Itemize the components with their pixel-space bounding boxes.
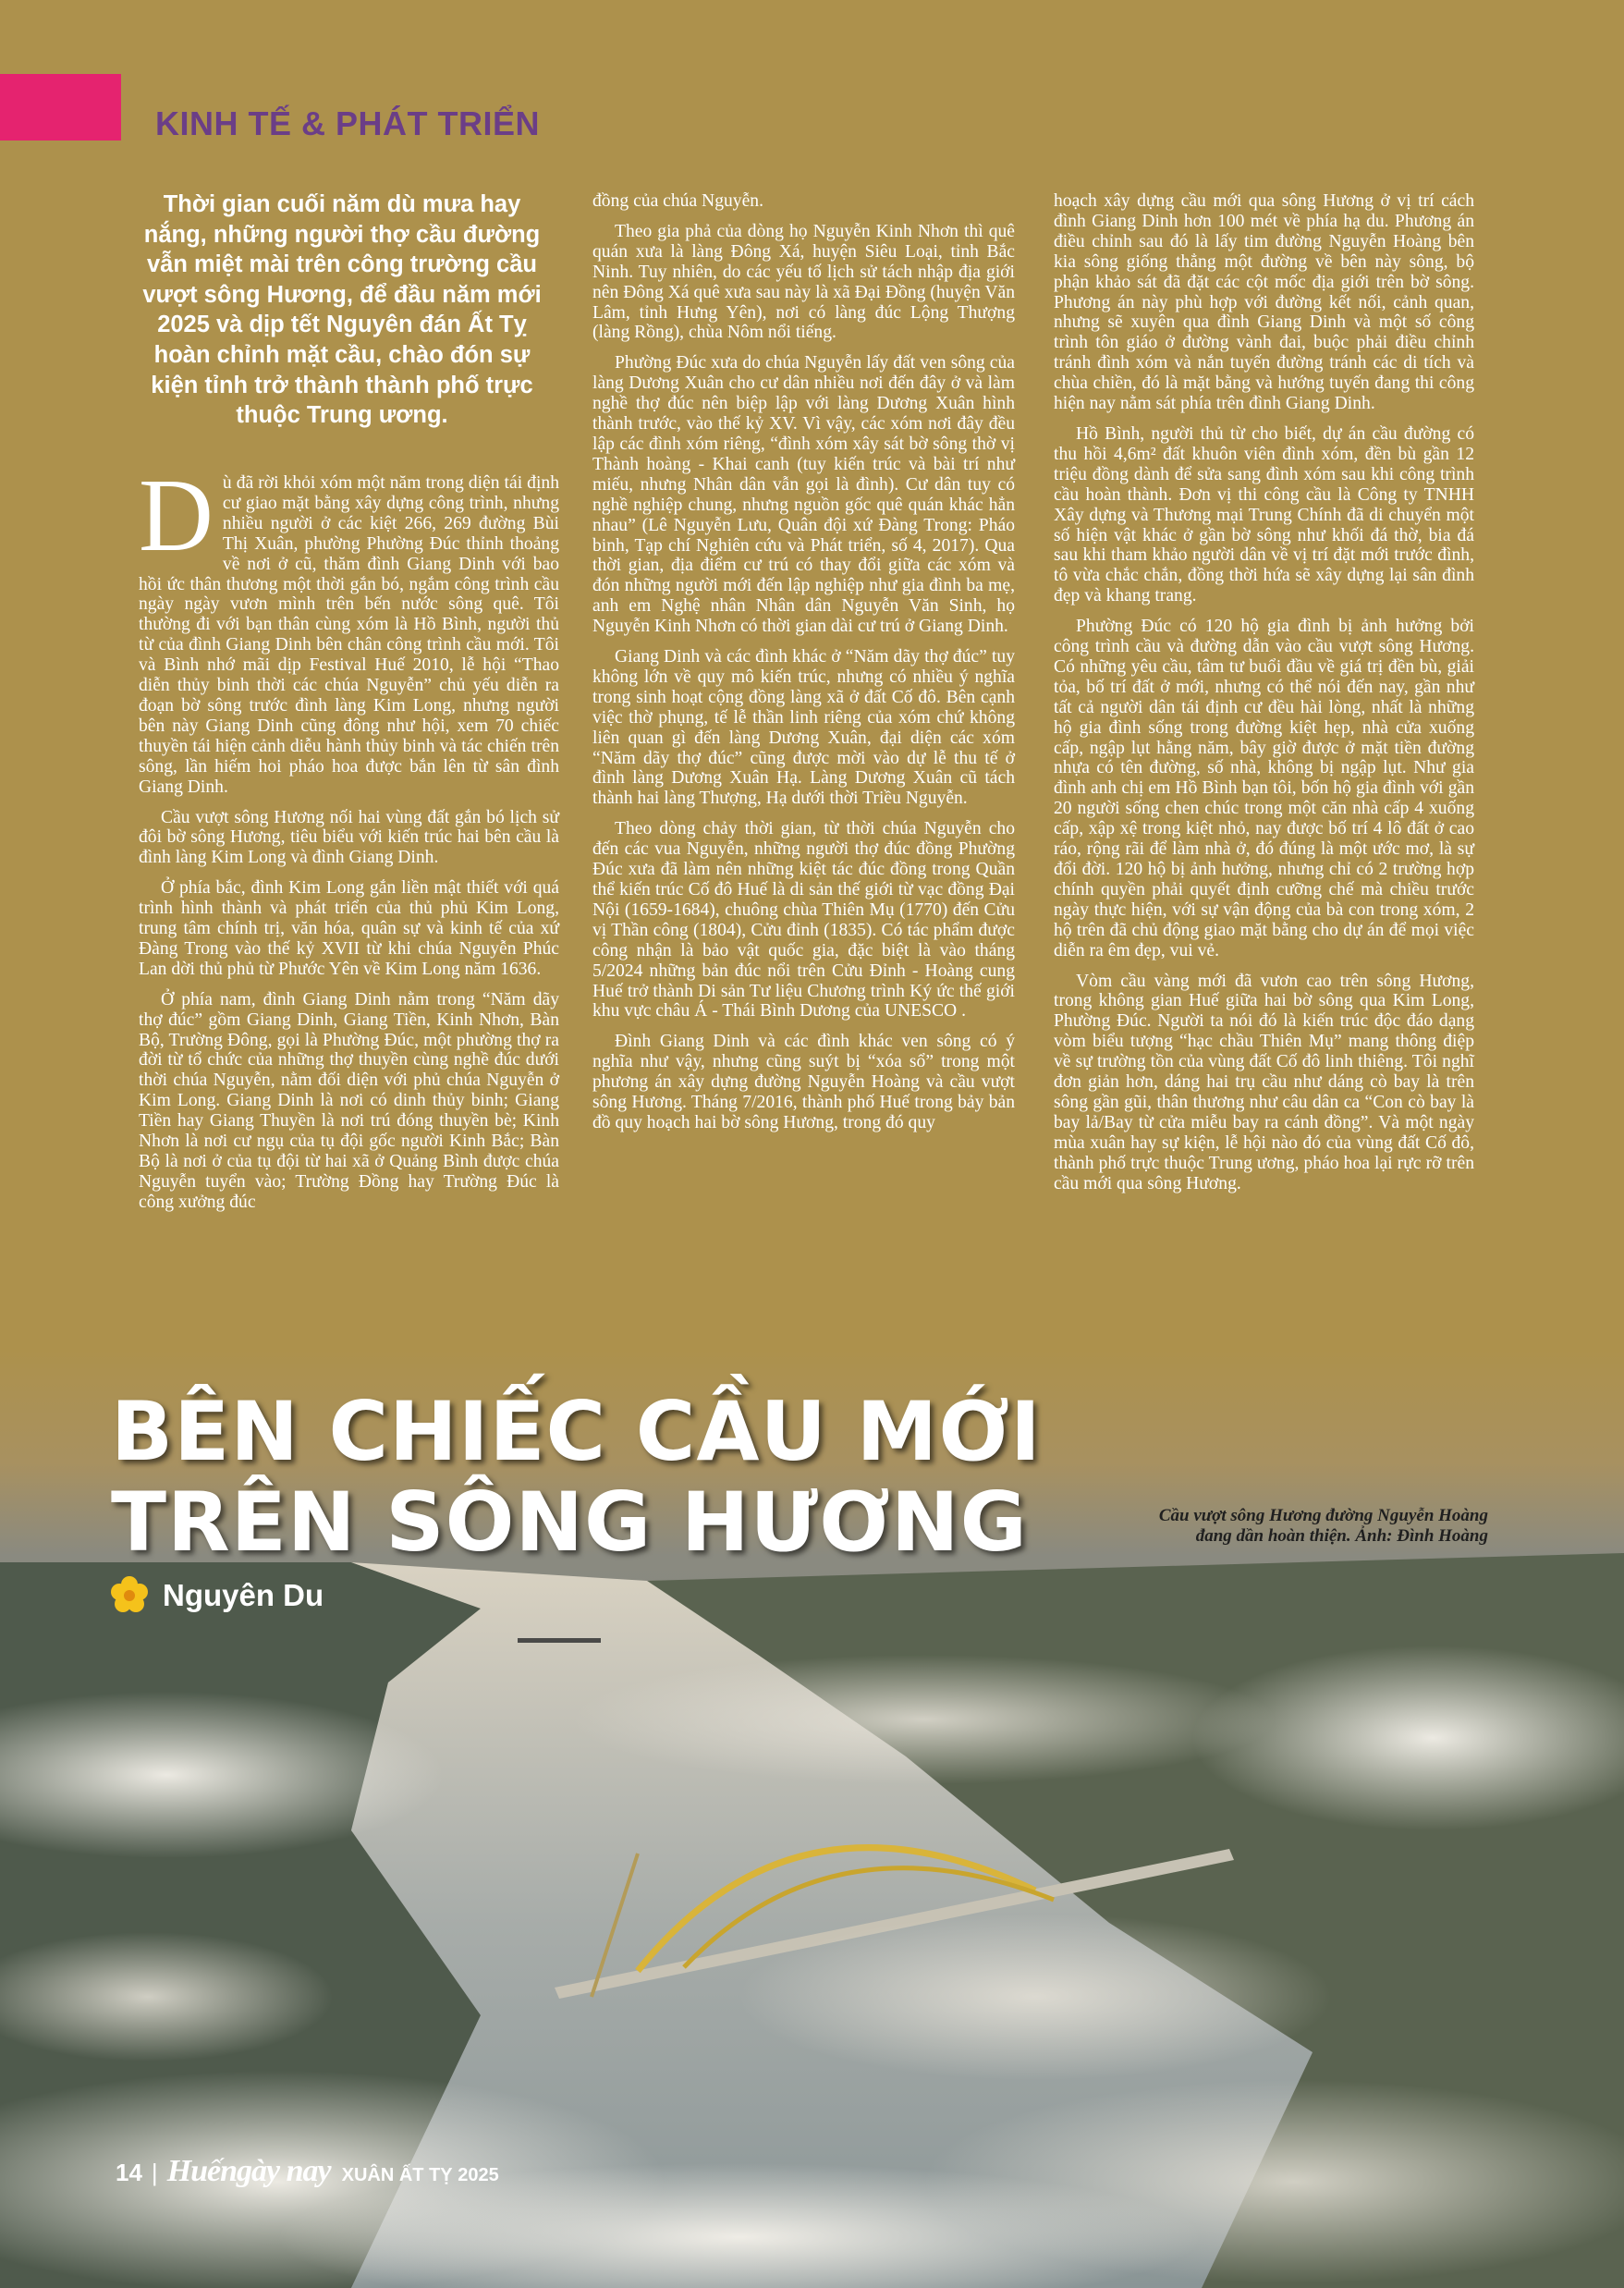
photo-caption	[1081, 1506, 1488, 1547]
article-headline	[111, 1384, 1042, 1570]
caption-line-1: Cầu vượt sông Hương đường Nguyễn Hoàng	[1158, 1506, 1488, 1525]
photo-fog	[573, 1655, 1276, 1784]
author-name: Nguyên Du	[163, 1578, 324, 1612]
article-paragraph: Ở phía bắc, đình Kim Long gắn liền mật thiết với quá trình hình thành và phát triển của thủ phủ Kim Long, trung tâm chính trị, văn hóa, quân sự và kinh tế của xứ Đàng Trong vào thế kỷ XVII từ khi chúa Nguyễn Phúc Lan dời thủ phủ từ Phước Yên về Kim Long năm 1636.	[139, 878, 559, 979]
section-title: KINH TẾ & PHÁT TRIỂN	[155, 104, 541, 142]
article-paragraph: hoạch xây dựng cầu mới qua sông Hương ở vị trí cách đình Giang Dinh hơn 100 mét về phía hạ du. Phương án điều chỉnh sau đó là lấy tim đường Nguyễn Hoàng bên kia sông giống thẳng một đường về bên này sông, bộ phận khảo sát đã đặt các cột mốc địa giới trên bờ sông. Phương án này phù hợp với đường kết nối, cảnh quan, nhưng sẽ xuyên qua đình Giang Dinh và một số công trình tôn giáo ở đường vành đai, buộc phải điều chỉnh tránh đình xóm và nắn tuyến đường tránh các di tích và chùa chiền, đó là mặt bằng và hướng tuyến đang thi công hiện nay nằm sát phía trên đình Giang Dinh.	[1054, 191, 1474, 414]
article-paragraph: Theo gia phả của dòng họ Nguyễn Kinh Nhơn thì quê quán xưa là làng Đông Xá, huyện Siêu Loại, tỉnh Bắc Ninh. Tuy nhiên, do các yếu tố lịch sử tách nhập địa giới nên Đông Xá quê xưa sau này là xã Đại Đồng (huyện Văn Lâm, tỉnh Hưng Yên), nơi có làng đúc Lộng Thượng (làng Rồng), chùa Nôm nổi tiếng.	[592, 221, 1015, 343]
drop-cap: D	[139, 459, 214, 573]
article-paragraph: Theo dòng chảy thời gian, từ thời chúa Nguyễn cho đến các vua Nguyễn, những người thợ đúc đồng Phường Đúc xưa đã làm nên những kiệt tác đúc đồng trong Quần thể kiến trúc Cố đô Huế là di sản thế giới từ vạc đồng Đại Nội (1659-1684), chuông chùa Thiên Mụ (1770) đến Cửu vị Thần công (1804), Cửu đỉnh (1835). Có tác phẩm được công nhận là bảo vật quốc gia, đặc biệt là vào tháng 5/2024 những bản đúc nổi trên Cửu Đỉnh - Hoàng cung Huế trở thành Di sản Tư liệu Chương trình Ký ức thế giới khu vực châu Á - Thái Bình Dương của UNESCO .	[592, 819, 1015, 1022]
article-column-1	[139, 459, 559, 1223]
magazine-logo: Huếngày nay	[166, 2154, 331, 2188]
article-paragraph: Đình Giang Dinh và các đình khác ven sông có ý nghĩa như vậy, nhưng cũng suýt bị “xóa sổ” trong một phương án xây dựng đường Nguyễn Hoàng và cầu vượt sông Hương. Tháng 7/2016, thành phố Huế trong bảy bản đồ quy hoạch hai bờ sông Hương, trong đó quy	[592, 1032, 1015, 1132]
article-paragraph: Cầu vượt sông Hương nối hai vùng đất gắn bó lịch sử đôi bờ sông Hương, tiêu biểu với kiến trúc hai bên cầu là đình làng Kim Long và đình Giang Dinh.	[139, 807, 559, 868]
photo-fog	[739, 1914, 1331, 2080]
article-paragraph: đồng của chúa Nguyễn.	[592, 191, 763, 211]
page-number: 14	[116, 2159, 142, 2186]
footer-separator: |	[151, 2159, 158, 2186]
lead-paragraph: Thời gian cuối năm dù mưa hay nắng, những người thợ cầu đường vẫn miệt mài trên công trường cầu vượt sông Hương, để đầu năm mới 2025 và dịp tết Nguyên đán Ất Tỵ hoàn chỉnh mặt cầu, chào đón sự kiện tỉnh trở thành thành phố trực thuộc Trung ương.	[142, 191, 542, 429]
section-accent-bar	[0, 74, 121, 141]
photo-distant-bridge	[518, 1638, 601, 1643]
caption-line-2: đang dần hoàn thiện. Ảnh: Đình Hoàng	[1195, 1526, 1488, 1546]
issue-label: XUÂN ẤT TỴ 2025	[341, 2165, 499, 2185]
article-paragraph: Giang Dinh và các đình khác ở “Năm dãy thợ đúc” tuy không lớn về quy mô kiến trúc, nhưng có nhiều ý nghĩa trong sinh hoạt cộng đồng làng xã ở đất Cố đô. Bên cạnh việc thờ phụng, tế lễ thần linh riêng của xóm chứ không liên quan gì đến làng Dương Xuân, đại diện các xóm “Năm dãy thợ đúc” cũng được mời vào dự lễ thu tế ở đình làng Dương Xuân Hạ. Làng Dương Xuân cũ tách thành hai làng Thượng, Hạ dưới thời Triều Nguyễn.	[592, 647, 1015, 809]
article-column-3	[1054, 191, 1474, 1205]
headline-line-2: TRÊN SÔNG HƯƠNG	[111, 1474, 1028, 1570]
apricot-flower-icon	[109, 1575, 150, 1616]
article-paragraph: Ở phía nam, đình Giang Dinh nằm trong “Năm dãy thợ đúc” gồm Giang Dinh, Giang Tiền, Kinh Nhơn, Bàn Bộ, Trường Đông, gọi là Phường Đúc, một phường thợ ra đời từ tổ chức của những thợ thuyền cùng nghề đúc dưới thời chúa Nguyễn, nằm đối diện với phủ chúa Nguyễn ở Kim Long. Giang Dinh là nơi có dinh thủy binh; Giang Tiền hay Giang Thuyền là nơi trú đóng thuyền bè; Kinh Nhơn là nơi cư ngụ của tụ đội gốc người Kinh Bắc; Bàn Bộ là nơi ở của tụ đội từ hai xã ở Quảng Bình được chúa Nguyễn tuyển vào; Trường Đồng hay Trường Đúc là công xưởng đúc	[139, 989, 559, 1212]
article-column-2	[592, 191, 1015, 1144]
article-paragraph: Vòm cầu vàng mới đã vươn cao trên sông Hương, trong không gian Huế giữa hai bờ sông qua Kim Long, Phường Đúc. Người ta nói đó là kiến trúc độc đáo dạng vòm biểu tượng “hạc chầu Thiên Mụ” mang thông điệp về sự trường tồn của vùng đất Cố đô linh thiêng. Tôi nghĩ đơn giản hơn, dáng hai trụ cầu như dáng cò bay là trên sông gần gũi, thân thương như câu dân ca “Con cò bay là bay lả/Bay từ cửa miễu bay ra cánh đồng”. Và một ngày mùa xuân hay sự kiện, lễ hội nào đó của vùng đất Cố đô, thành phố trực thuộc Trung ương, pháo hoa lại rực rỡ trên cầu mới qua sông Hương.	[1054, 971, 1474, 1193]
article-paragraph: Phường Đúc xưa do chúa Nguyễn lấy đất ven sông của làng Dương Xuân cho cư dân nhiều nơi đến đây ở và làm nghề thợ đúc nên biệp lập với làng Dương Xuân hình thành trước, vào thế kỷ XV. Vì vậy, các xóm nơi đây đều lập các đình xóm riêng, “đình xóm xây sát bờ sông thờ vị Thành hoàng - Khai canh (tuy kiến trúc và bài trí như miếu, nhưng Nhân dân vẫn gọi là đình). Cư dân tuy có nghề nghiệp chung, nhưng nguồn gốc quê quán khác hẳn nhau” (Lê Nguyễn Lưu, Quân đội xứ Đàng Trong: Pháo binh, Tạp chí Nghiên cứu và Phát triển, số 4, 2017). Qua thời gian, địa điểm cư trú có thay đổi giữa các xóm và đón những người mới đến lập nghiệp như gia đình ba mẹ, anh em Nghệ nhân Nhân dân Nguyễn Văn Sinh, họ Nguyễn Kinh Nhơn có thời gian dài cư trú ở Giang Dinh.	[592, 353, 1015, 637]
article-paragraph: Dù đã rời khỏi xóm một năm trong diện tái định cư giao mặt bằng xây dựng công trình, nhưng nhiều người ở các kiệt 266, 269 đường Bùi Thị Xuân, phường Phường Đúc thỉnh thoảng về nơi ở cũ, thăm đình Giang Dinh với bao hồi ức thân thương một thời gắn bó, ngắm công trình cầu ngày ngày vươn mình trên bến nước sông quê. Tôi thường đi với bạn thân cùng xóm là Hồ Bình, người thủ từ của đình Giang Dinh bên chân công trình cầu mới. Tôi và Bình nhớ mãi dịp Festival Huế 2010, lễ hội “Thao diễn thủy binh thời các chúa Nguyễn” chủ yếu diễn ra đoạn bờ sông trước đình làng Kim Long, nhưng người bên này Giang Dinh cũng đông như hội, xem 70 chiếc thuyền tái hiện cảnh diễu hành thủy binh và tác chiến trên sông, lần hiếm hoi pháo hoa được bắn lên từ sân đình Giang Dinh.	[139, 459, 559, 797]
author-byline	[109, 1575, 324, 1616]
page-footer	[116, 2154, 499, 2189]
article-paragraph: Phường Đúc có 120 hộ gia đình bị ảnh hưởng bởi công trình cầu và đường dẫn vào cầu vượt sông Hương. Có những yêu cầu, tâm tư buổi đầu về giá trị đền bù, giải tỏa, bố trí đất ở mới, nhưng có thể nói đến nay, gần như tất cả người dân tái định cư đều hài lòng, nhất là những hộ gia đình sống trong đường kiệt hẹp, nhà cửa xuống cấp, ngập lụt hằng năm, bây giờ được ở mặt tiền đường nhựa có tên đường, số nhà, không bị ngập lụt. Như gia đình anh chị em Hồ Bình bạn tôi, bốn hộ gia đình với gần 20 người sống chen chúc trong một căn nhà cấp 4 xuống cấp, xập xệ trong kiệt nhỏ, nay được bố trí 4 lô đất ở cao ráo, rộng rãi để làm nhà ở, đó đúng là một ước mơ, là sự đổi đời. 120 hộ bị ảnh hưởng, nhưng chỉ có 2 trường hợp chính quyền phải quyết định cưỡng chế mà chiều trước ngày thực hiện, với sự vận động của bà con trong xóm, 2 hộ trên đã chủ động giao mặt bằng cho dự án để mọi việc diễn ra êm đẹp, vui vẻ.	[1054, 617, 1474, 960]
headline-line-1: BÊN CHIẾC CẦU MỚI	[111, 1384, 1042, 1479]
article-paragraph: Hồ Bình, người thủ từ cho biết, dự án cầu đường có thu hồi 4,6m² đất khuôn viên đình xóm, đền bù gần 12 triệu đồng dành để sửa sang đình xóm sau khi công trình cầu hoàn thành. Đơn vị thi công cầu là Công ty TNHH Xây dựng và Thương mại Trung Chính đã di chuyển một số hiện vật khác ở gần bờ sông như khối đá thờ, bia đá sau khi tham khảo người dân về vị trí đặt mới trước đình, tô vừa chắc chắn, đồng thời hứa sẽ xây dựng lại sân đình đẹp và khang trang.	[1054, 423, 1474, 606]
